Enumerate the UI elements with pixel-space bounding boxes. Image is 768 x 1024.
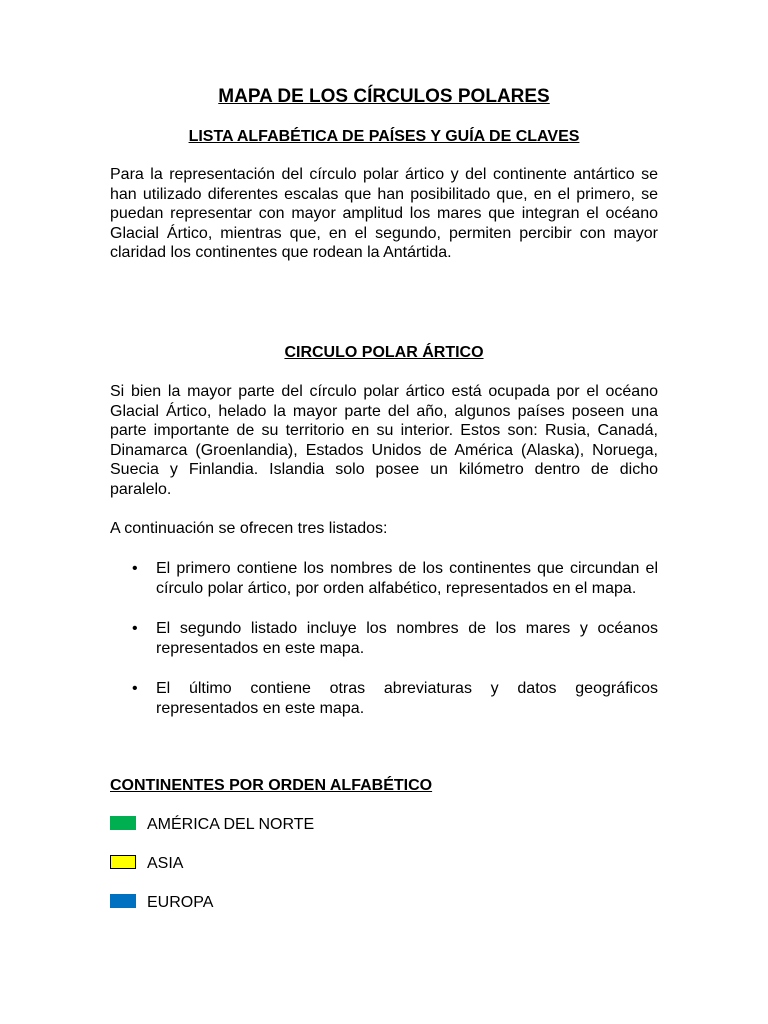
arctic-paragraph: Si bien la mayor parte del círculo polar ártico está ocupada por el océano Glacial Ártico, helado la mayor parte del año, algunos países poseen una parte importante de su territorio en su interior. Estos son: Rusia, Canadá, Dinamarca (Groenlandia), Estados Unidos de América (Alaska), Noruega, Suecia y Finlandia. Islandia solo posee un kilómetro dentro de dicho paralelo. (110, 383, 658, 498)
list-item (110, 619, 658, 658)
legend-label: AMÉRICA DEL NORTE (147, 816, 315, 833)
intro-paragraph: Para la representación del círculo polar ártico y del continente antártico se han utilizado diferentes escalas que han posibilitado que, en el primero, se puedan representar con mayor amplitud los mares que integran el océano Glacial Ártico, mientras que, en el segundo, permiten percibir con mayor claridad los continentes que rodean la Antártida. (110, 166, 658, 261)
list-intro-paragraph: A continuación se ofrecen tres listados: (110, 520, 388, 537)
document-title: MAPA DE LOS CÍRCULOS POLARES (218, 86, 550, 107)
legend-label: EUROPA (147, 894, 214, 911)
listings-bullet-list (110, 559, 658, 739)
bullet-icon: • (132, 620, 138, 637)
section-title-arctic: CIRCULO POLAR ÁRTICO (284, 344, 484, 361)
bullet-text: El último contiene otras abreviaturas y datos geográficos representados en este mapa. (156, 680, 658, 717)
document-subtitle: LISTA ALFABÉTICA DE PAÍSES Y GUÍA DE CLAVES (188, 128, 580, 145)
list-item (110, 679, 658, 718)
bullet-icon: • (132, 560, 138, 577)
color-swatch-north-america (110, 816, 136, 830)
color-swatch-asia (110, 855, 136, 869)
legend-label: ASIA (147, 855, 184, 872)
bullet-text: El segundo listado incluye los nombres de los mares y océanos representados en este mapa. (156, 620, 658, 657)
list-item (110, 559, 658, 598)
bullet-icon: • (132, 680, 138, 697)
continents-title: CONTINENTES POR ORDEN ALFABÉTICO (110, 777, 433, 794)
color-swatch-europe (110, 894, 136, 908)
bullet-text: El primero contiene los nombres de los continentes que circundan el círculo polar ártico, por orden alfabético, representados en el mapa. (156, 560, 658, 597)
